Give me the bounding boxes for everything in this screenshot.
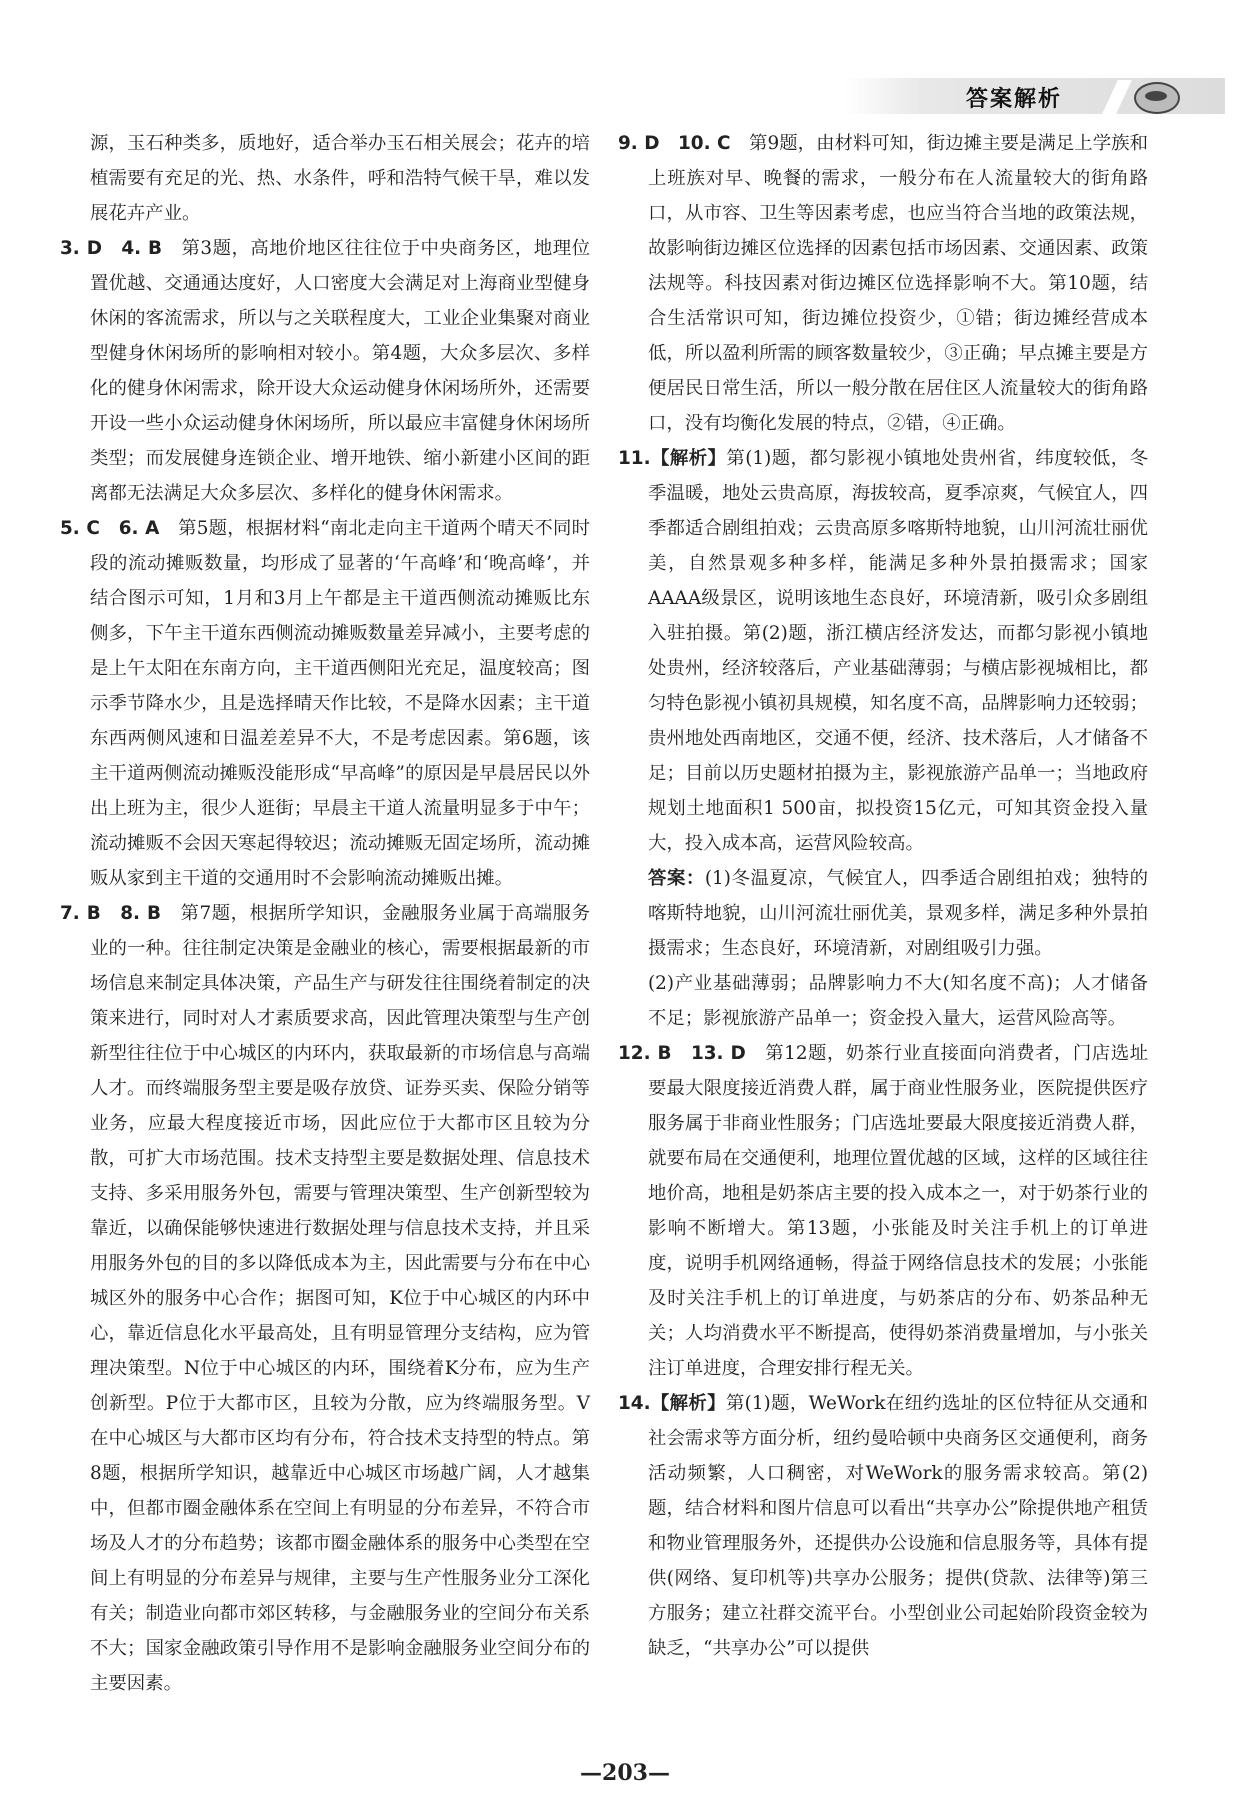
- answer-item: 7. B 8. B 第7题，根据所学知识，金融服务业属于高端服务业的一种。往往制定决策是金融业的核心，需要根据最新的市场信息来制定具体决策，产品生产与研发往往围绕着制定的决策来进行，同时对人才素质要求高，因此管理决策型与生产创新型往往位于中心城区的内环内，获取最新的市场信息与高端人才。而终端服务型主要是吸存放贷、证券买卖、保险分销等业务，应最大程度接近市场，因此应位于大都市区且较为分散，可扩大市场范围。技术支持型主要是数据处理、信息技术支持、多采用服务外包，需要与管理决策型、生产创新型较为靠近，以确保能够快速进行数据处理与信息技术支持，并且采用服务外包的目的多以降低成本为主，因此需要与分布在中心城区外的服务中心合作；据图可知，K位于中心城区的内环中心，靠近信息化水平最高处，且有明显管理分支结构，应为管理决策型。N位于中心城区的内环，围绕着K分布，应为生产创新型。P位于大都市区，且较为分散，应为终端服务型。V在中心城区与大都市区均有分布，符合技术支持型的特点。第8题，根据所学知识，越靠近中心城区市场越广阔，人才越集中，但都市圈金融体系在空间上有明显的分布差异，不符合市场及人才的分布趋势；该都市圈金融体系的服务中心类型在空间上有明显的分布差异与规律，主要与生产性服务业分工深化有关；制造业向都市郊区转移，与金融服务业的空间分布关系不大；国家金融政策引导作用不是影响金融服务业空间分布的主要因素。: [60, 903, 591, 1694]
- answer-item: 3. D 4. B 第3题，高地价地区往往位于中央商务区，地理位置优越、交通通达度好，人口密度大会满足对上海商业型健身休闲的客流需求，所以与之关联程度大，工业企业集聚对商业型健身休闲场所的影响相对较小。第4题，大众多层次、多样化的健身休闲需求，除开设大众运动健身休闲场所外，还需要开设一些小众运动健身休闲场所，所以最应丰富健身休闲场所类型；而发展健身连锁企业、增开地铁、缩小新建小区间的距离都无法满足大众多层次、多样化的健身休闲需求。: [60, 238, 590, 504]
- answer-item: 9. D 10. C 第9题，由材料可知，街边摊主要是满足上学族和上班族对早、晚餐的需求，一般分布在人流量较大的街角路口，从市容、卫生等因素考虑，也应当符合当地的政策法规，故影响街边摊区位选择的因素包括市场因素、交通因素、政策法规等。科技因素对街边摊区位选择影响不大。第10题，结合生活常识可知，街边摊位投资少，①错；街边摊经营成本低，所以盈利所需的顾客数量较少，③正确；早点摊主要是方便居民日常生活，所以一般分散在居住区人流量较大的街角路口，没有均衡化发展的特点，②错，④正确。: [618, 133, 1148, 434]
- answer-key: 答案：: [648, 868, 705, 889]
- header-title: 答案解析: [966, 87, 1063, 112]
- page-number: —203—: [580, 1760, 670, 1786]
- answer-item: 14.【解析】第(1)题，WeWork在纽约选址的区位特征从交通和社会需求等方面分析，纽约曼哈顿中央商务区交通便利，商务活动频繁，人口稠密，对WeWork的服务需求较高。第(2)题，结合材料和图片信息可以看出“共享办公”除提供地产租赁和物业管理服务外，还提供办公设施和信息服务等，具体有提供(网络、复印机等)共享办公服务；提供(贷款、法律等)第三方服务；建立社群交流平台。小型创业公司起始阶段资金较为缺乏，“共享办公”可以提供: [618, 1393, 1148, 1659]
- answer-key: 7. B 8. B: [60, 903, 162, 924]
- left-column: [60, 126, 590, 1701]
- answer-key: 12. B 13. D: [618, 1043, 746, 1064]
- answer-key: 11.【解析】: [618, 448, 727, 469]
- answer-item: 答案：(1)冬温夏凉，气候宜人，四季适合剧组拍戏；独特的喀斯特地貌，山川河流壮丽优美，景观多样，满足多种外景拍摄需求；生态良好，环境清新，对剧组吸引力强。: [648, 868, 1148, 959]
- answer-key: 9. D 10. C: [618, 133, 731, 154]
- answer-item: 源，玉石种类多，质地好，适合举办玉石相关展会；花卉的培植需要有充足的光、热、水条件，呼和浩特气候干旱，难以发展花卉产业。: [90, 133, 590, 224]
- answer-item: 12. B 13. D 第12题，奶茶行业直接面向消费者，门店选址要最大限度接近消费人群，属于商业性服务业，医院提供医疗服务属于非商业性服务；门店选址要最大限度接近消费人群，就要布局在交通便利，地理位置优越的区域，这样的区域往往地价高，地租是奶茶店主要的投入成本之一，对于奶茶行业的影响不断增大。第13题，小张能及时关注手机上的订单进度，说明手机网络通畅，得益于网络信息技术的发展；小张能及时关注手机上的订单进度，与奶茶店的分布、奶茶品种无关；人均消费水平不断提高，使得奶茶消费量增加，与小张关注订单进度，合理安排行程无关。: [618, 1043, 1149, 1379]
- answer-item: (2)产业基础薄弱；品牌影响力不大(知名度不高)；人才储备不足；影视旅游产品单一；资金投入量大，运营风险高等。: [648, 973, 1148, 1029]
- answer-key: 5. C 6. A: [60, 518, 160, 539]
- answer-key: 14.【解析】: [618, 1393, 726, 1414]
- answer-item: 11.【解析】第(1)题，都匀影视小镇地处贵州省，纬度较低，冬季温暖，地处云贵高原，海拔较高，夏季凉爽，气候宜人，四季都适合剧组拍戏；云贵高原多喀斯特地貌，山川河流壮丽优美，自然景观多种多样，能满足多种外景拍摄需求；国家AAAA级景区，说明该地生态良好，环境清新，吸引众多剧组入驻拍摄。第(2)题，浙江横店经济发达，而都匀影视小镇地处贵州，经济较落后，产业基础薄弱；与横店影视城相比，都匀特色影视小镇初具规模，知名度不高，品牌影响力还较弱；贵州地处西南地区，交通不便，经济、技术落后，人才储备不足；目前以历史题材拍摄为主，影视旅游产品单一；当地政府规划土地面积1 500亩，拟投资15亿元，可知其资金投入量大，投入成本高，运营风险较高。: [618, 448, 1148, 854]
- answer-key: 3. D 4. B: [60, 238, 163, 259]
- book-eye-icon: [1134, 82, 1180, 114]
- right-column: [618, 126, 1148, 1666]
- answer-item: 5. C 6. A 第5题，根据材料“南北走向主干道两个晴天不同时段的流动摊贩数量，均形成了显著的‘午高峰’和‘晚高峰’，并结合图示可知，1月和3月上午都是主干道西侧流动摊贩比东侧多，下午主干道东西侧流动摊贩数量差异减小，主要考虑的是上午太阳在东南方向，主干道西侧阳光充足，温度较高；图示季节降水少，且是选择晴天作比较，不是降水因素；主干道东西两侧风速和日温差差异不大，不是考虑因素。第6题，该主干道两侧流动摊贩没能形成“早高峰”的原因是早晨居民以外出上班为主，很少人逛街；早晨主干道人流量明显多于中午；流动摊贩不会因天寒起得较迟；流动摊贩无固定场所，流动摊贩从家到主干道的交通用时不会影响流动摊贩出摊。: [60, 518, 590, 889]
